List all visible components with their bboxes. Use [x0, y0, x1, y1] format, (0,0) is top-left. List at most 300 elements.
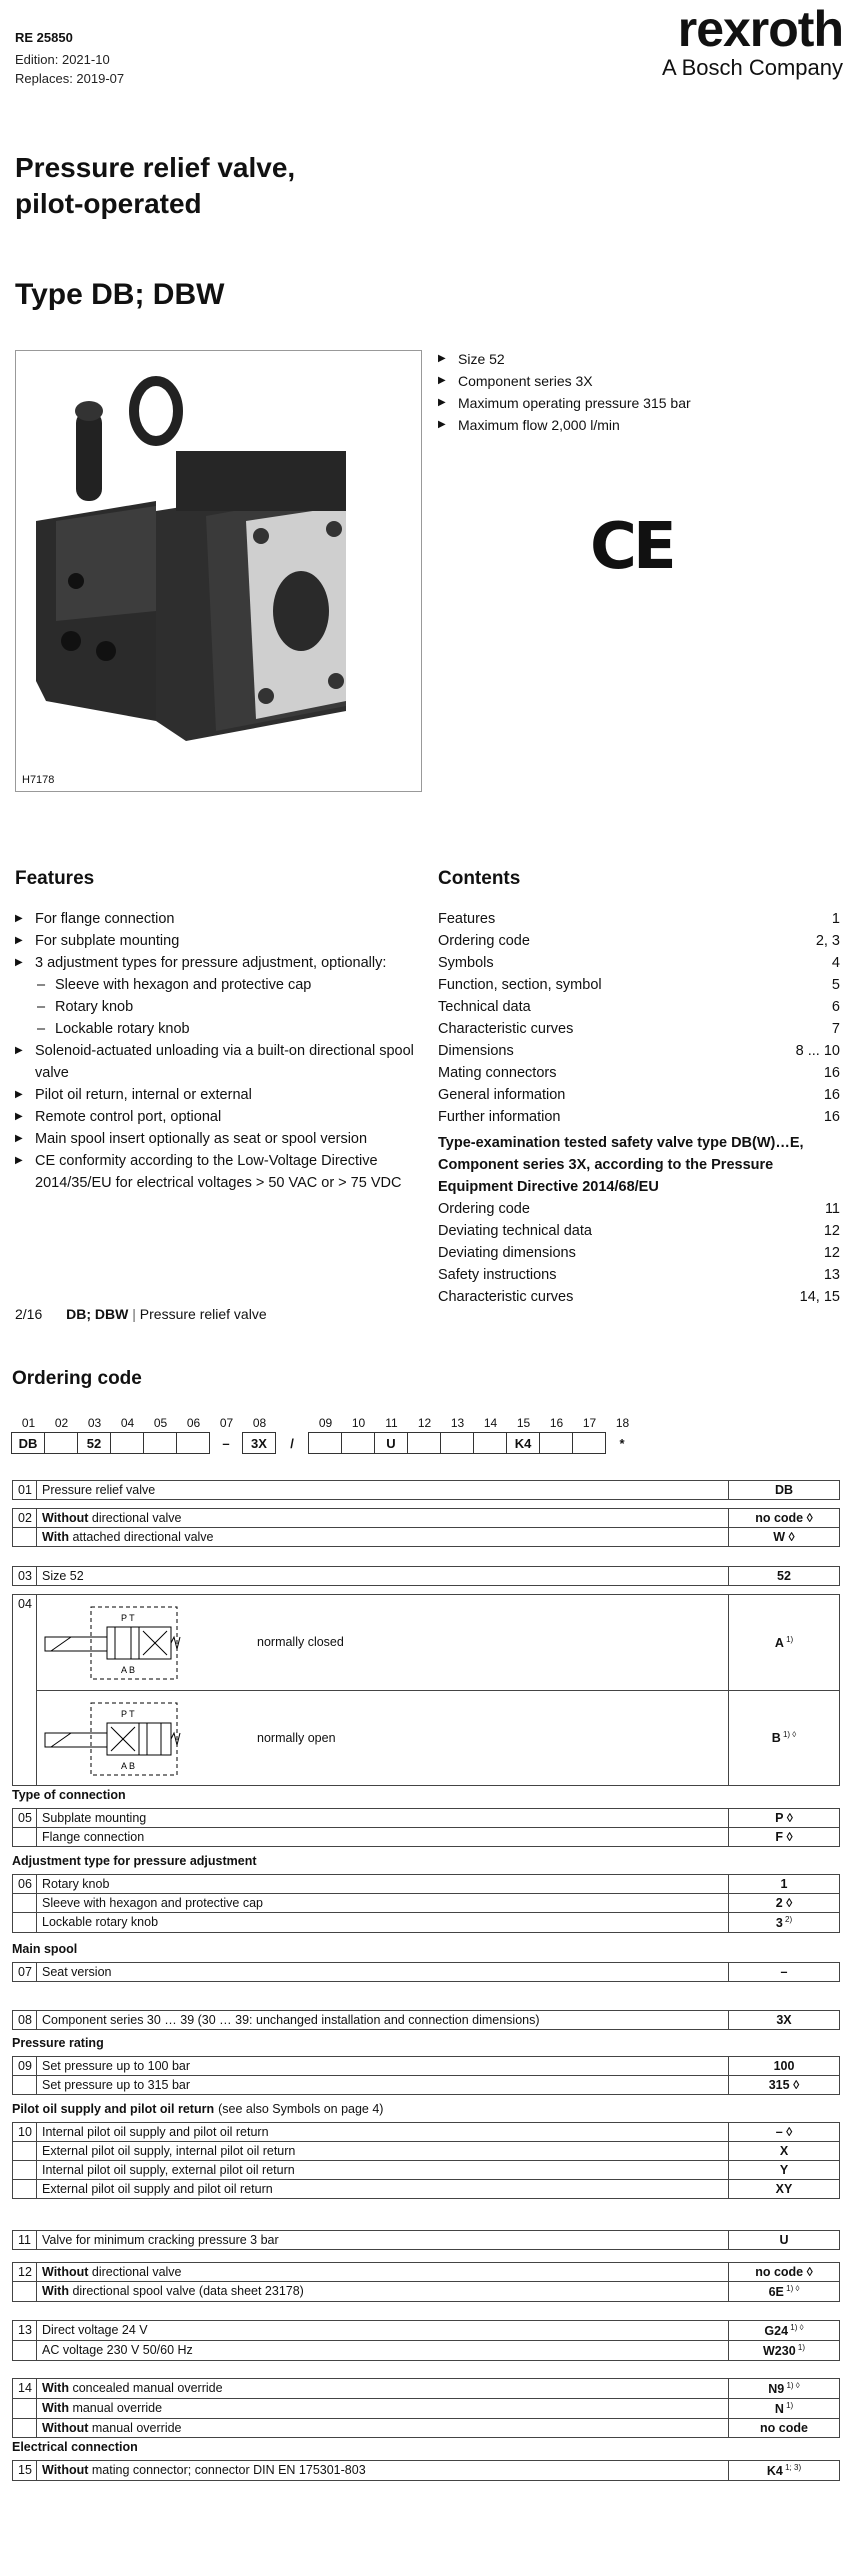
- row-code: U: [728, 2231, 839, 2249]
- row-code: F ◊: [728, 1828, 839, 1846]
- ordering-table: [12, 2230, 840, 2250]
- contents-page: 16: [823, 1065, 840, 1081]
- ordering-code-heading: Ordering code: [12, 1368, 142, 1389]
- edition-info: [15, 50, 124, 88]
- code-cell: K4: [506, 1432, 540, 1454]
- code-cell: 52: [77, 1432, 111, 1454]
- ordering-table: [12, 2320, 840, 2361]
- code-position: 13: [450, 1416, 465, 1430]
- ordering-row: [12, 1480, 840, 1500]
- row-description: [37, 1528, 728, 1546]
- row-text: Lockable rotary knob: [42, 1915, 159, 1929]
- row-description: [37, 2076, 728, 2094]
- row-text: directional spool valve (data sheet 23178): [68, 2284, 304, 2298]
- row-text: External pilot oil supply, internal pilot oil return: [42, 2144, 296, 2158]
- code-cell: U: [374, 1432, 408, 1454]
- row-text: mating connector; connector DIN EN 175301-803: [88, 2463, 366, 2477]
- row-text: Internal pilot oil supply, external pilot oil return: [42, 2163, 295, 2177]
- contents-page: 12: [823, 1245, 840, 1261]
- contents-row: [438, 1062, 840, 1084]
- valve-symbol-icon: [41, 1695, 181, 1781]
- contents-label: Symbols: [438, 955, 494, 971]
- row-position: [13, 1913, 37, 1932]
- row-description: [37, 2161, 728, 2179]
- code-cell: 3X: [242, 1432, 276, 1454]
- row-position: 12: [13, 2263, 37, 2281]
- row-code: no code ◊: [728, 2263, 839, 2281]
- ordering-row: [12, 2460, 840, 2481]
- row-text: manual override: [68, 2401, 163, 2416]
- code-grid: [12, 1432, 639, 1454]
- feature-subitem: – Rotary knob: [15, 996, 425, 1018]
- contents-label: Mating connectors: [438, 1065, 557, 1081]
- section-note: (see also Symbols on page 4): [218, 2102, 384, 2116]
- ordering-row: [12, 1527, 840, 1547]
- ordering-table: [12, 1480, 840, 1500]
- contents-row: [438, 1018, 840, 1040]
- contents-label: General information: [438, 1087, 566, 1103]
- row-position: [13, 1828, 37, 1846]
- row-code: 315 ◊: [728, 2076, 839, 2094]
- ordering-row: [12, 2010, 840, 2030]
- code-position: 10: [351, 1416, 366, 1430]
- ordering-row: [12, 1893, 840, 1912]
- contents-label: Ordering code: [438, 933, 530, 949]
- code-position: 17: [582, 1416, 597, 1430]
- contents-label: Characteristic curves: [438, 1021, 574, 1037]
- contents-label: Ordering code: [438, 1201, 530, 1217]
- code-cell: [176, 1432, 210, 1454]
- photo-code: H7178: [22, 774, 55, 786]
- code-position: 04: [120, 1416, 135, 1430]
- row-code: Y: [728, 2161, 839, 2179]
- ordering-table: [12, 2056, 840, 2095]
- contents-row: [438, 1242, 840, 1264]
- feature-item: ▶ Solenoid-actuated unloading via a built-on directional spool valve: [15, 1040, 425, 1084]
- row-description: [37, 2011, 728, 2029]
- contents-row: [438, 1040, 840, 1062]
- row-bold: Without: [42, 2421, 89, 2436]
- ordering-row: [12, 1808, 840, 1827]
- symbol-label: normally open: [257, 1731, 336, 1745]
- ordering-row: [12, 2398, 840, 2418]
- footer-type: DB; DBW: [66, 1306, 129, 1322]
- valve-illustration: [16, 351, 421, 791]
- ce-mark: CE: [590, 510, 673, 584]
- ordering-row: [12, 2122, 840, 2141]
- contents-row: [438, 1264, 840, 1286]
- row-description: [37, 1809, 728, 1827]
- row-code: N9 $^{1) ◊}$: [728, 2379, 839, 2398]
- code-position: 03: [87, 1416, 102, 1430]
- feature-subitem: – Sleeve with hexagon and protective cap: [15, 974, 425, 996]
- row-description: [37, 2461, 728, 2480]
- ordering-row: [12, 2141, 840, 2160]
- contents-row: [438, 1220, 840, 1242]
- contents-label: Features: [438, 911, 496, 927]
- ordering-row: [12, 2281, 840, 2302]
- section-title: Type of connection: [12, 1788, 126, 1802]
- row-position: [13, 2161, 37, 2179]
- row-description: [37, 2231, 728, 2249]
- code-cell: [572, 1432, 606, 1454]
- replaces: Replaces: 2019-07: [15, 71, 125, 86]
- row-text: directional valve: [88, 1511, 182, 1525]
- contents-section: [438, 868, 840, 1308]
- row-text: Direct voltage 24 V: [42, 2323, 148, 2337]
- code-position: 08: [252, 1416, 267, 1430]
- contents-page: 7: [831, 1021, 840, 1037]
- row-description: [37, 2282, 728, 2301]
- code-position: 05: [153, 1416, 168, 1430]
- code-cell: [143, 1432, 177, 1454]
- row-position: 05: [13, 1809, 37, 1827]
- ordering-row: [12, 2418, 840, 2438]
- row-code: W ◊: [728, 1528, 839, 1546]
- row-description: [37, 2341, 728, 2360]
- row-position: [13, 1528, 37, 1546]
- symbol-label: normally closed: [257, 1635, 344, 1649]
- row-description: [37, 1567, 728, 1585]
- row-code: G24 $^{1) ◊}$: [728, 2321, 839, 2340]
- code-cell: [539, 1432, 573, 1454]
- page-number: 2/16: [15, 1306, 43, 1322]
- feature-item: ▶ 3 adjustment types for pressure adjustment, optionally:: [15, 952, 425, 974]
- row-text: directional valve: [88, 2265, 182, 2279]
- row-description: [37, 2057, 728, 2075]
- edition: Edition: 2021-10: [15, 52, 110, 67]
- row-position: 15: [13, 2461, 37, 2480]
- feature-item: ▶ For subplate mounting: [15, 930, 425, 952]
- row-bold: With: [42, 2401, 69, 2416]
- contents-page: 5: [831, 977, 840, 993]
- row-code: K4 $^{1; 3)}$: [728, 2461, 839, 2480]
- contents-bold-heading: Type-examination tested safety valve type DB(W)…E, Component series 3X, according to the Pressure Equipment Directive 2014/68/EU: [438, 1135, 804, 1195]
- section-title: Pilot oil supply and pilot oil return: [12, 2102, 215, 2116]
- row-description: [37, 2142, 728, 2160]
- row-text: Size 52: [42, 1569, 84, 1583]
- row-bold: With: [42, 2284, 69, 2298]
- code-position: 15: [516, 1416, 531, 1430]
- row-description: [37, 1913, 728, 1932]
- row-description: [37, 1875, 728, 1893]
- feature-subitem: – Lockable rotary knob: [15, 1018, 425, 1040]
- ordering-table: [12, 1874, 840, 1933]
- ordering-row: [12, 2075, 840, 2095]
- row-description: [37, 2263, 728, 2281]
- highlight-item: ▶ Component series 3X: [438, 370, 691, 392]
- row-description: [37, 2379, 728, 2398]
- brand-logo: [662, 2, 843, 80]
- row-code: no code: [728, 2419, 839, 2437]
- contents-row: [438, 1286, 840, 1308]
- code-cell: DB: [11, 1432, 45, 1454]
- svg-text:P T: P T: [121, 1709, 135, 1719]
- code-position: 18: [615, 1416, 630, 1430]
- contents-page: 14, 15: [799, 1289, 840, 1305]
- row-code: 100: [728, 2057, 839, 2075]
- contents-page: 13: [823, 1267, 840, 1283]
- row-position: 01: [13, 1481, 37, 1499]
- code-cell: [110, 1432, 144, 1454]
- section-title: Main spool: [12, 1942, 78, 1956]
- ordering-table: [12, 2122, 840, 2199]
- code-cell: [407, 1432, 441, 1454]
- row-position: [13, 2076, 37, 2094]
- row-position: 13: [13, 2321, 37, 2340]
- contents-row: [438, 952, 840, 974]
- ordering-table: [12, 2460, 840, 2481]
- svg-text:A B: A B: [121, 1665, 136, 1675]
- features-heading: Features: [15, 868, 95, 889]
- code-cell: [308, 1432, 342, 1454]
- section-title: Electrical connection: [12, 2440, 138, 2454]
- title-line-2: pilot-operated: [15, 188, 202, 219]
- title-line-1: Pressure relief valve,: [15, 152, 296, 183]
- row-bold: With: [42, 1530, 69, 1544]
- contents-heading: Contents: [438, 868, 521, 889]
- contents-row: [438, 1106, 840, 1128]
- section-heading: [12, 1788, 126, 1802]
- ordering-row: [12, 1874, 840, 1893]
- symbol-code-b: B $^{1) ◊}$: [771, 1730, 797, 1746]
- ordering-row: [12, 1912, 840, 1933]
- row-code: 1: [728, 1875, 839, 1893]
- contents-label: Deviating technical data: [438, 1223, 592, 1239]
- row-position: 03: [13, 1567, 37, 1585]
- row-position: [13, 2180, 37, 2198]
- row-code: 3 $^{2)}$: [728, 1913, 839, 1932]
- footer-separator: |: [132, 1306, 136, 1322]
- row-code: 6E $^{1) ◊}$: [728, 2282, 839, 2301]
- ordering-table: [12, 2378, 840, 2438]
- ordering-row: [12, 2179, 840, 2199]
- ordering-row: [12, 2230, 840, 2250]
- contents-label: Further information: [438, 1109, 561, 1125]
- contents-page: 16: [823, 1087, 840, 1103]
- contents-row: [438, 974, 840, 996]
- svg-text:P T: P T: [121, 1613, 135, 1623]
- contents-row: [438, 908, 840, 930]
- code-position: 02: [54, 1416, 69, 1430]
- row-position: 11: [13, 2231, 37, 2249]
- ordering-row: [12, 1566, 840, 1586]
- row-position: 07: [13, 1963, 37, 1981]
- row-position: [13, 2419, 37, 2437]
- row-text: attached directional valve: [68, 1530, 214, 1544]
- row-position: 08: [13, 2011, 37, 2029]
- ordering-table: [12, 2010, 840, 2030]
- ordering-table: [12, 1808, 840, 1847]
- row-position: [13, 2142, 37, 2160]
- row-code: P ◊: [728, 1809, 839, 1827]
- row-code: 3X: [728, 2011, 839, 2029]
- valve-symbol-icon: [41, 1599, 181, 1685]
- section-title: Adjustment type for pressure adjustment: [12, 1854, 257, 1868]
- row-text: Rotary knob: [42, 1877, 110, 1891]
- row-position: 09: [13, 2057, 37, 2075]
- row-position: [13, 2282, 37, 2301]
- section-title: Pressure rating: [12, 2036, 104, 2050]
- contents-page: 8 ... 10: [795, 1043, 840, 1059]
- contents-page: 11: [824, 1201, 840, 1217]
- feature-item: ▶ Remote control port, optional: [15, 1106, 425, 1128]
- contents-row: [438, 1198, 840, 1220]
- row-description: [37, 1509, 728, 1527]
- row-text: Set pressure up to 315 bar: [42, 2078, 191, 2092]
- row-text: Set pressure up to 100 bar: [42, 2059, 191, 2073]
- code-position: 07: [219, 1416, 234, 1430]
- page-title: [15, 150, 295, 222]
- contents-row: [438, 996, 840, 1018]
- contents-label: Dimensions: [438, 1043, 514, 1059]
- code-position-numbers: [12, 1416, 639, 1430]
- ordering-row: [12, 1962, 840, 1982]
- row-description: [37, 2321, 728, 2340]
- feature-item: ▶ CE conformity according to the Low-Voltage Directive 2014/35/EU for electrical voltages > 50 VAC or > 75 VDC: [15, 1150, 425, 1194]
- row-code: W230 $^{1)}$: [728, 2341, 839, 2360]
- highlight-item: ▶ Maximum flow 2,000 l/min: [438, 414, 691, 436]
- feature-item: ▶ Pilot oil return, internal or external: [15, 1084, 425, 1106]
- row-text: Internal pilot oil supply and pilot oil return: [42, 2125, 269, 2139]
- ordering-row: [12, 2378, 840, 2398]
- row-text: AC voltage 230 V 50/60 Hz: [42, 2343, 193, 2358]
- ordering-table: [12, 1566, 840, 1586]
- contents-page: 1: [831, 911, 840, 927]
- row-code: 2 ◊: [728, 1894, 839, 1912]
- code-cell: *: [619, 1435, 625, 1451]
- ordering-row: [12, 1827, 840, 1847]
- contents-row: [438, 930, 840, 952]
- row-position: 14: [13, 2379, 37, 2398]
- contents-label: Characteristic curves: [438, 1289, 574, 1305]
- document-code: RE 25850: [15, 30, 73, 45]
- svg-text:A B: A B: [121, 1761, 136, 1771]
- row-text: Sleeve with hexagon and protective cap: [42, 1896, 263, 1910]
- section-heading: [12, 2440, 138, 2454]
- row-description: [37, 1894, 728, 1912]
- row-code: N $^{1)}$: [728, 2399, 839, 2418]
- row-description: [37, 1828, 728, 1846]
- row-bold: Without: [42, 2463, 89, 2477]
- ordering-table: [12, 1962, 840, 1982]
- code-position: 12: [417, 1416, 432, 1430]
- ordering-row: [12, 2340, 840, 2361]
- code-cell: [44, 1432, 78, 1454]
- row-description: [37, 2180, 728, 2198]
- contents-page: 2, 3: [815, 933, 840, 949]
- code-cell: [440, 1432, 474, 1454]
- contents-label: Function, section, symbol: [438, 977, 602, 993]
- brand-name: rexroth: [677, 1, 843, 57]
- row-bold: Without: [42, 2265, 89, 2279]
- ordering-row: [12, 2160, 840, 2179]
- feature-item: ▶ For flange connection: [15, 908, 425, 930]
- row-position: [13, 2399, 37, 2418]
- row-text: manual override: [88, 2421, 182, 2436]
- ordering-row: [12, 2056, 840, 2075]
- row-text: Valve for minimum cracking pressure 3 bar: [42, 2233, 279, 2247]
- row-text: External pilot oil supply and pilot oil return: [42, 2182, 273, 2196]
- row-text: Subplate mounting: [42, 1811, 147, 1825]
- row-description: [37, 2399, 728, 2418]
- row-bold: Without: [42, 1511, 89, 1525]
- contents-page: 4: [831, 955, 840, 971]
- highlight-item: ▶ Size 52: [438, 348, 691, 370]
- row-position: 04: [13, 1595, 37, 1785]
- contents-row: [438, 1084, 840, 1106]
- row-description: [37, 1481, 728, 1499]
- contents-page: 16: [823, 1109, 840, 1125]
- row-code: XY: [728, 2180, 839, 2198]
- row-position: 10: [13, 2123, 37, 2141]
- page-footer: [15, 1306, 267, 1322]
- row-description: [37, 2123, 728, 2141]
- code-position: 01: [21, 1416, 36, 1430]
- feature-item: ▶ Main spool insert optionally as seat or spool version: [15, 1128, 425, 1150]
- contents-label: Safety instructions: [438, 1267, 557, 1283]
- valve-type: Type DB; DBW: [15, 278, 225, 311]
- row-position: 06: [13, 1875, 37, 1893]
- row-text: concealed manual override: [68, 2381, 223, 2395]
- row-text: Pressure relief valve: [42, 1483, 156, 1497]
- row-bold: With: [42, 2381, 69, 2395]
- symbols-table: [12, 1594, 840, 1786]
- row-text: Seat version: [42, 1965, 112, 1979]
- section-heading: [12, 2036, 104, 2050]
- row-position: [13, 1894, 37, 1912]
- ordering-row: [12, 2262, 840, 2281]
- ordering-row: [12, 2320, 840, 2340]
- code-position: 16: [549, 1416, 564, 1430]
- footer-desc: Pressure relief valve: [139, 1306, 267, 1322]
- row-description: [37, 1963, 728, 1981]
- code-cell: [341, 1432, 375, 1454]
- symbol-code-a: A $^{1)}$: [774, 1635, 794, 1651]
- code-position: 14: [483, 1416, 498, 1430]
- contents-label: Deviating dimensions: [438, 1245, 576, 1261]
- ordering-table: [12, 1508, 840, 1547]
- row-code: no code ◊: [728, 1509, 839, 1527]
- code-cell: –: [222, 1435, 230, 1451]
- section-heading: [12, 1854, 257, 1868]
- contents-page: 12: [823, 1223, 840, 1239]
- highlight-item: ▶ Maximum operating pressure 315 bar: [438, 392, 691, 414]
- ordering-row: [12, 1508, 840, 1527]
- row-code: –: [728, 1963, 839, 1981]
- row-code: – ◊: [728, 2123, 839, 2141]
- code-cell: /: [290, 1435, 294, 1451]
- code-position: 09: [318, 1416, 333, 1430]
- brand-subtitle: A Bosch Company: [662, 55, 843, 80]
- section-heading: [12, 1942, 77, 1956]
- row-description: [37, 2419, 728, 2437]
- row-position: 02: [13, 1509, 37, 1527]
- contents-label: Technical data: [438, 999, 531, 1015]
- row-position: [13, 2341, 37, 2360]
- contents-page: 6: [831, 999, 840, 1015]
- code-position: 11: [385, 1416, 398, 1430]
- row-text: Flange connection: [42, 1830, 145, 1844]
- row-code: X: [728, 2142, 839, 2160]
- section-heading: [12, 2102, 383, 2116]
- row-code: 52: [728, 1567, 839, 1585]
- ordering-table: [12, 2262, 840, 2302]
- code-cell: [473, 1432, 507, 1454]
- code-position: [276, 1416, 309, 1430]
- code-position: 06: [186, 1416, 201, 1430]
- features-section: [15, 868, 425, 1194]
